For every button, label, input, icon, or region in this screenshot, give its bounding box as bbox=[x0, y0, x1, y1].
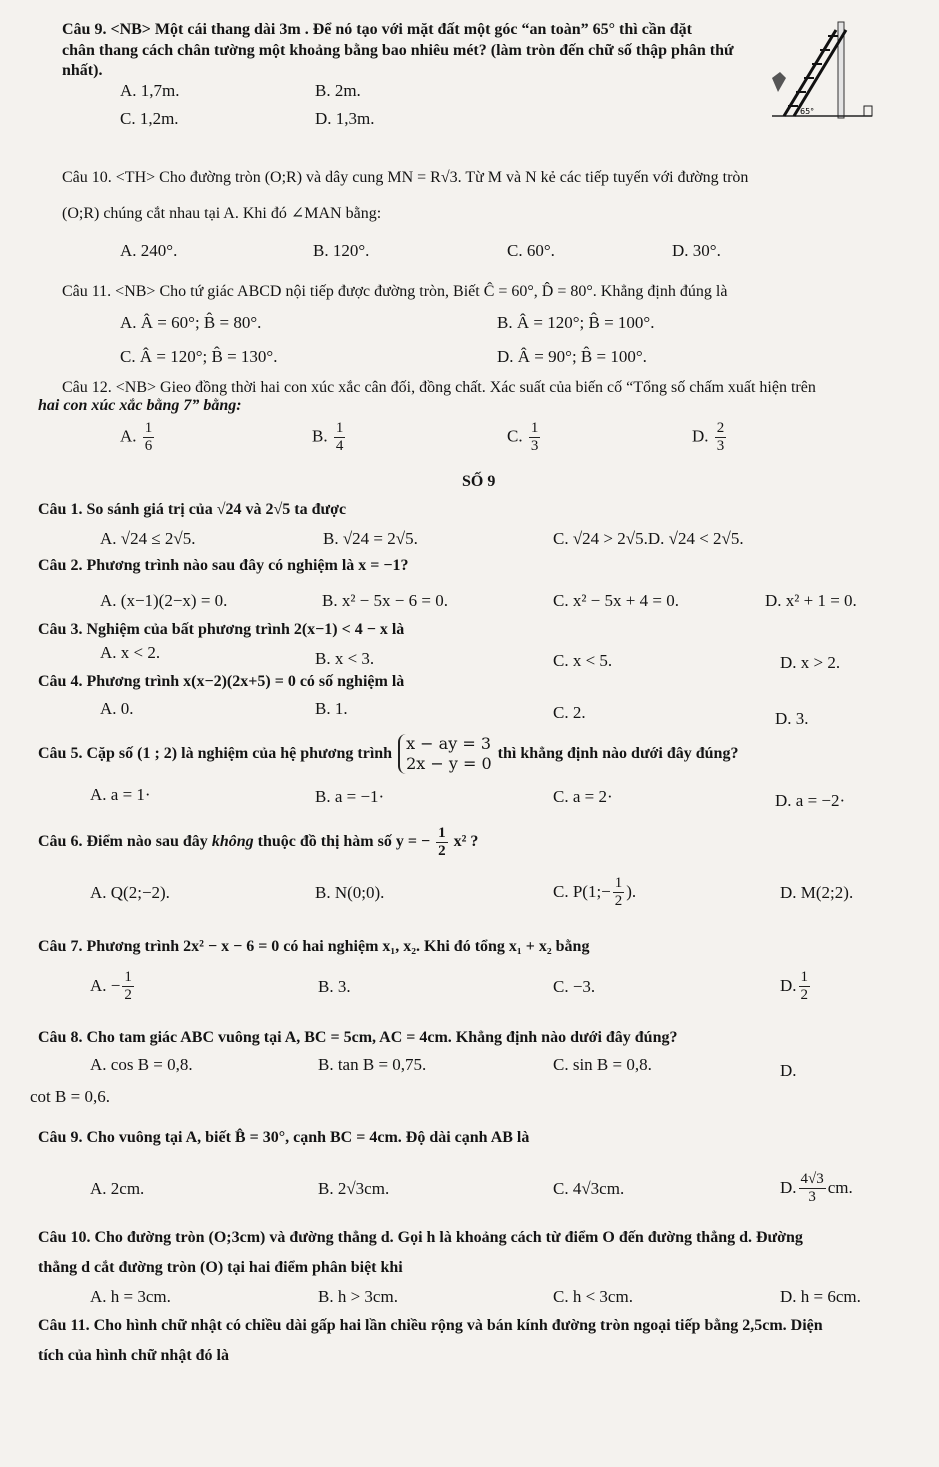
s9-c9: Câu 9. Cho vuông tại A, biết B̂ = 30°, cạnh BC = 4cm. Độ dài cạnh AB là bbox=[38, 1129, 530, 1146]
q12-opt-c-frac: $\frac{1}{3}$ bbox=[530, 420, 539, 454]
q9-line3: nhất). bbox=[62, 62, 103, 79]
s9-c5-opt-d: D. a = −2· bbox=[775, 791, 846, 810]
s9-c3-opt-b: B. x < 3. bbox=[315, 649, 375, 668]
s9-c6-opt-c: C. P(1;− $\frac{1}{2}$ ). bbox=[553, 874, 637, 909]
q10-opt-d: D. 30°. bbox=[672, 241, 721, 260]
s9-c8-continued: cot B = 0,6. bbox=[30, 1087, 110, 1106]
q12-line1: Câu 12. <NB> Gieo đồng thời hai con xúc xắc cân đối, đồng chất. Xác suất của biến cố “Tổng số chấm xuất hiện trên bbox=[62, 379, 816, 396]
s9-c2-opt-a: A. (x−1)(2−x) = 0. bbox=[100, 591, 228, 610]
q12-opt-d bbox=[692, 420, 728, 455]
q12-opt-d-label: D. bbox=[692, 426, 709, 446]
s9-c9-opt-d: D. $\frac{4√3}{3}$ cm. bbox=[780, 1170, 853, 1205]
s9-c8-opt-c: C. sin B = 0,8. bbox=[553, 1055, 652, 1074]
q10-opt-a: A. 240°. bbox=[120, 241, 178, 260]
q12-opt-a bbox=[120, 420, 156, 455]
q9-opt-a: A. 1,7m. bbox=[120, 81, 180, 100]
s9-c10-line2: thẳng d cắt đường tròn (O) tại hai điểm phân biệt khi bbox=[38, 1259, 403, 1276]
s9-c9-opt-d-frac: $\frac{4√3}{3}$ bbox=[800, 1170, 824, 1205]
q11-opt-a: A. Â = 60°; B̂ = 80°. bbox=[120, 313, 262, 332]
s9-c5-post: thì khẳng định nào dưới đây đúng? bbox=[497, 745, 739, 762]
s9-c4-opt-b: B. 1. bbox=[315, 699, 348, 718]
q11-opt-d: D. Â = 90°; B̂ = 100°. bbox=[497, 347, 647, 366]
s9-c6-opt-a: A. Q(2;−2). bbox=[90, 883, 170, 902]
s9-c11-line1: Câu 11. Cho hình chữ nhật có chiều dài gấp hai lần chiều rộng và bán kính đường tròn ngoại tiếp bằng 2,5cm. Diện bbox=[38, 1317, 823, 1334]
s9-c7-opt-b: B. 3. bbox=[318, 977, 351, 996]
s9-c10-opt-a: A. h = 3cm. bbox=[90, 1287, 171, 1306]
s9-c4-opt-d: D. 3. bbox=[775, 709, 809, 728]
q10-line2: (O;R) chúng cắt nhau tại A. Khi đó ∠MAN bằng: bbox=[62, 205, 382, 222]
s9-c7: Câu 7. Phương trình 2x² − x − 6 = 0 có hai nghiệm x₁, x₂. Khi đó tổng x₁ + x₂ bằng bbox=[38, 938, 590, 955]
s9-c9-opt-b: B. 2√3cm. bbox=[318, 1179, 390, 1198]
q11-opt-c: C. Â = 120°; B̂ = 130°. bbox=[120, 347, 278, 366]
s9-c10-opt-d: D. h = 6cm. bbox=[780, 1287, 861, 1306]
s9-c5-opt-c: C. a = 2· bbox=[553, 787, 613, 806]
s9-c6-opt-b: B. N(0;0). bbox=[315, 883, 385, 902]
q12-line2: hai con xúc xắc bằng 7” bằng: bbox=[38, 397, 242, 414]
q10-opt-b: B. 120°. bbox=[313, 241, 370, 260]
q9-opt-b: B. 2m. bbox=[315, 81, 361, 100]
s9-c1: Câu 1. So sánh giá trị của √24 và 2√5 ta được bbox=[38, 501, 347, 518]
s9-c3-opt-c: C. x < 5. bbox=[553, 651, 613, 670]
s9-c6-frac: $\frac{1}{2}$ bbox=[438, 824, 446, 859]
s9-c9-opt-a: A. 2cm. bbox=[90, 1179, 145, 1198]
q12-opt-b bbox=[312, 420, 347, 455]
s9-c1-opt-b: B. √24 = 2√5. bbox=[323, 529, 418, 548]
q11-opt-b: B. Â = 120°; B̂ = 100°. bbox=[497, 313, 655, 332]
s9-c2: Câu 2. Phương trình nào sau đây có nghiệm là x = −1? bbox=[38, 557, 409, 574]
s9-c1-opt-a: A. √24 ≤ 2√5. bbox=[100, 529, 196, 548]
s9-c8: Câu 8. Cho tam giác ABC vuông tại A, BC = 5cm, AC = 4cm. Khẳng định nào dưới đây đúng? bbox=[38, 1029, 678, 1046]
s9-c3-opt-a: A. x < 2. bbox=[100, 643, 161, 662]
s9-c10-opt-c: C. h < 3cm. bbox=[553, 1287, 633, 1306]
q10-line1: Câu 10. <TH> Cho đường tròn (O;R) và dây cung MN = R√3. Từ M và N kẻ các tiếp tuyến với đường tròn bbox=[62, 169, 749, 186]
s9-c3-opt-d: D. x > 2. bbox=[780, 653, 841, 672]
q12-opt-b-frac: $\frac{1}{4}$ bbox=[335, 420, 344, 454]
s9-c2-opt-c: C. x² − 5x + 4 = 0. bbox=[553, 591, 679, 610]
q9-opt-c: C. 1,2m. bbox=[120, 109, 179, 128]
s9-c8-opt-d: D. bbox=[780, 1061, 797, 1080]
s9-c6-opt-c-frac: $\frac{1}{2}$ bbox=[614, 874, 623, 909]
s9-c7-opt-d-frac: $\frac{1}{2}$ bbox=[800, 968, 809, 1003]
s9-c5-opt-b: B. a = −1· bbox=[315, 787, 385, 806]
q11-line1: Câu 11. <NB> Cho tứ giác ABCD nội tiếp được đường tròn, Biết Ĉ = 60°, D̂ = 80°. Khẳng định đúng là bbox=[62, 283, 728, 300]
q12-opt-c-label: C. bbox=[507, 426, 523, 446]
s9-c7-opt-a: A. − $\frac{1}{2}$ bbox=[90, 968, 132, 1003]
s9-c4: Câu 4. Phương trình x(x−2)(2x+5) = 0 có số nghiệm là bbox=[38, 673, 405, 690]
s9-c6: Câu 6. Điểm nào sau đây không thuộc đồ thị hàm số y = − $\frac{1}{2}$ x² ? bbox=[38, 824, 479, 859]
s9-c5 bbox=[38, 730, 738, 778]
s9-c2-opt-d: D. x² + 1 = 0. bbox=[765, 591, 857, 610]
s9-c4-opt-a: A. 0. bbox=[100, 699, 134, 718]
q9-opt-d: D. 1,3m. bbox=[315, 109, 375, 128]
s9-c10-opt-b: B. h > 3cm. bbox=[318, 1287, 398, 1306]
q10-opt-c: C. 60°. bbox=[507, 241, 555, 260]
q9-line1: Câu 9. <NB> Một cái thang dài 3m . Để nó tạo với mặt đất một góc “an toàn” 65° thì cần đặt bbox=[62, 21, 692, 38]
q12-opt-d-frac: $\frac{2}{3}$ bbox=[716, 420, 725, 454]
s9-c10-line1: Câu 10. Cho đường tròn (O;3cm) và đường thẳng d. Gọi h là khoảng cách từ điểm O đến đường thẳng d. Đường bbox=[38, 1229, 803, 1246]
s9-c6-emphasis: không bbox=[211, 833, 254, 850]
s9-c5-system: x − ay = 3 2x − y = 0 bbox=[398, 734, 492, 774]
ladder-figure bbox=[752, 18, 882, 128]
section-title: SỐ 9 bbox=[462, 473, 496, 490]
s9-c5-pre: Câu 5. Cặp số (1 ; 2) là nghiệm của hệ phương trình bbox=[38, 745, 393, 762]
s9-c7-opt-c: C. −3. bbox=[553, 977, 596, 996]
q12-opt-c bbox=[507, 420, 542, 455]
s9-c3: Câu 3. Nghiệm của bất phương trình 2(x−1) < 4 − x là bbox=[38, 621, 405, 638]
q12-opt-b-label: B. bbox=[312, 426, 328, 446]
s9-c2-opt-b: B. x² − 5x − 6 = 0. bbox=[322, 591, 448, 610]
s9-c8-opt-a: A. cos B = 0,8. bbox=[90, 1055, 193, 1074]
s9-c1-opt-cd: C. √24 > 2√5.D. √24 < 2√5. bbox=[553, 529, 744, 548]
s9-c4-opt-c: C. 2. bbox=[553, 703, 586, 722]
s9-c9-opt-c: C. 4√3cm. bbox=[553, 1179, 625, 1198]
s9-c5-opt-a: A. a = 1· bbox=[90, 785, 151, 804]
s9-c6-opt-d: D. M(2;2). bbox=[780, 883, 854, 902]
q12-opt-a-frac: $\frac{1}{6}$ bbox=[144, 420, 153, 454]
s9-c7-opt-d: D. $\frac{1}{2}$ bbox=[780, 968, 809, 1003]
s9-c11-line2: tích của hình chữ nhật đó là bbox=[38, 1347, 229, 1364]
q12-opt-a-label: A. bbox=[120, 426, 137, 446]
angle-label: 65° bbox=[800, 107, 815, 116]
q9-line2: chân thang cách chân tường một khoảng bằng bao nhiêu mét? (làm tròn đến chữ số thập phân thứ bbox=[62, 42, 734, 59]
s9-c7-opt-a-frac: $\frac{1}{2}$ bbox=[124, 968, 132, 1003]
s9-c8-opt-b: B. tan B = 0,75. bbox=[318, 1055, 427, 1074]
